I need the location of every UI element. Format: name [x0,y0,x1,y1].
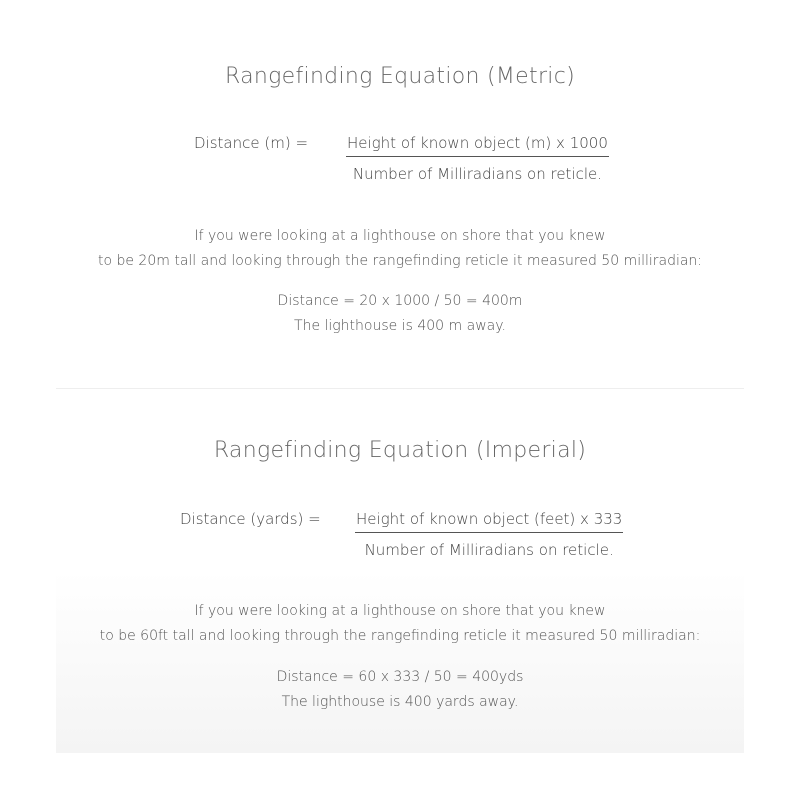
imperial-title: Rangefinding Equation (Imperial) [213,438,587,463]
imperial-numerator: Height of known object (feet) x 333 [355,510,623,533]
imperial-example [56,599,744,649]
imperial-result-line: The lighthouse is 400 yards away. [281,694,519,710]
imperial-example-line1: If you were looking at a lighthouse on shore that you knew [194,603,606,619]
metric-calc-line: Distance = 20 x 1000 / 50 = 400m [277,293,523,309]
imperial-example-line2: to be 60ft tall and looking through the rangefinding reticle it measured 50 milliradian: [99,628,701,644]
imperial-section [56,389,744,753]
metric-numerator: Height of known object (m) x 1000 [346,134,609,157]
metric-denominator: Number of Milliradians on reticle. [352,165,603,183]
imperial-equation-left: Distance (yards) = [180,510,321,528]
metric-example-line2: to be 20m tall and looking through the rangefinding reticle it measured 50 milliradian: [97,253,703,269]
metric-equation-left: Distance (m) = [194,134,309,152]
metric-result-line: The lighthouse is 400 m away. [294,318,506,334]
metric-example [56,224,744,274]
metric-example-line1: If you were looking at a lighthouse on shore that you knew [194,228,606,244]
metric-section [56,40,744,388]
metric-title: Rangefinding Equation (Metric) [225,64,575,89]
metric-calculation [56,289,744,339]
imperial-calc-line: Distance = 60 x 333 / 50 = 400yds [276,669,524,685]
imperial-fraction [355,510,623,559]
imperial-calculation [56,665,744,715]
metric-fraction [346,134,609,183]
imperial-denominator: Number of Milliradians on reticle. [364,541,614,559]
